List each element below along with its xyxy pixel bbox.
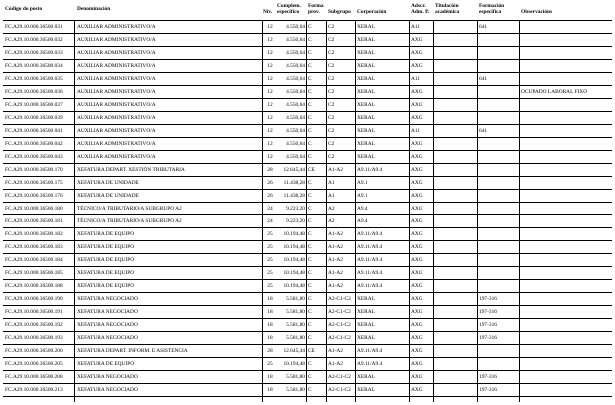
cell-niv: 28 <box>267 347 273 354</box>
cell-subgrupo: A1-A2 <box>328 257 343 264</box>
cell-complemento: 9.223,20 <box>286 218 305 225</box>
cell-denominacion: AUXILIAR ADMINISTRATIVO/A <box>77 37 156 44</box>
cell-corporacion: A9.1 <box>357 179 368 186</box>
cell-subgrupo: A2-C1-C2 <box>328 386 351 393</box>
cell-complemento: 4.550,64 <box>286 37 305 44</box>
cell-complemento: 5.581,80 <box>286 321 305 328</box>
cell-denominacion: AUXILIAR ADMINISTRATIVO/A <box>77 114 156 121</box>
cell-codigo: FC.A29.10.000.36500.183 <box>5 244 63 251</box>
cell-complemento: 4.550,64 <box>286 89 305 96</box>
cell-codigo: FC.A29.10.000.36500.034 <box>5 63 63 70</box>
cell-codigo: FC.A29.10.000.36500.175 <box>5 179 63 186</box>
table-row <box>0 293 615 306</box>
table-row <box>0 319 615 332</box>
cell-corporacion: XERAL <box>357 334 375 341</box>
cell-denominacion: AUXILIAR ADMINISTRATIVO/A <box>77 76 156 83</box>
header-adscr-1: Adscr. <box>411 3 426 9</box>
cell-niv: 12 <box>267 102 273 109</box>
cell-adscripcion: AXG <box>411 63 423 70</box>
cell-adscripcion: AXG <box>411 244 423 251</box>
cell-adscripcion: AXG <box>411 270 423 277</box>
cell-denominacion: XEFATURA DE EQUIPO <box>77 231 135 238</box>
cell-subgrupo: A2-C1-C2 <box>328 373 351 380</box>
table-row <box>0 137 615 150</box>
header-observacions: Observacións <box>521 9 553 15</box>
cell-forma: C <box>308 50 312 57</box>
cell-complemento: 12.645,44 <box>283 347 305 354</box>
cell-codigo: FC.A29.10.000.36500.043 <box>5 153 63 160</box>
table-row <box>0 357 615 370</box>
cell-forma: C <box>308 321 312 328</box>
cell-adscripcion: AXG <box>411 114 423 121</box>
cell-codigo: FC.A29.10.000.36500.036 <box>5 89 63 96</box>
cell-codigo: FC.A29.10.000.36500.191 <box>5 309 63 316</box>
cell-adscripcion: AXG <box>411 321 423 328</box>
cell-denominacion: XEFATURA DE EQUIPO <box>77 360 135 367</box>
cell-subgrupo: C2 <box>328 89 335 96</box>
cell-complemento: 4.550,64 <box>286 153 305 160</box>
cell-corporacion: A9.11/A9.4 <box>357 347 383 354</box>
cell-complemento: 4.550,64 <box>286 63 305 70</box>
cell-complemento: 5.581,80 <box>286 309 305 316</box>
cell-codigo: FC.A29.10.000.36500.185 <box>5 270 63 277</box>
cell-corporacion: A9.11/A9.4 <box>357 360 383 367</box>
cell-codigo: FC.A29.10.000.36500.205 <box>5 360 63 367</box>
cell-corporacion: A9.11/A9.4 <box>357 270 383 277</box>
cell-niv: 12 <box>267 24 273 31</box>
table-row <box>0 370 615 383</box>
column-divider <box>409 21 410 402</box>
cell-complemento: 4.550,64 <box>286 114 305 121</box>
cell-forma: C <box>308 257 312 264</box>
cell-subgrupo: A2-C1-C2 <box>328 334 351 341</box>
cell-complemento: 4.550,64 <box>286 24 305 31</box>
cell-niv: 25 <box>267 244 273 251</box>
cell-corporacion: XERAL <box>357 296 375 303</box>
cell-adscripcion: AXG <box>411 37 423 44</box>
cell-forma: CE <box>308 347 315 354</box>
cell-complemento: 4.550,64 <box>286 140 305 147</box>
cell-denominacion: XEFATURA NEGOCIADO <box>77 296 138 303</box>
header-subgrupo: Subgrupo <box>328 9 351 15</box>
cell-subgrupo: C2 <box>328 127 335 134</box>
header-forma-1: Forma <box>308 3 324 9</box>
cell-codigo: FC.A29.10.000.36500.031 <box>5 24 63 31</box>
cell-corporacion: XERAL <box>357 89 375 96</box>
header-formacion-1: Formación <box>479 3 505 9</box>
cell-corporacion: XERAL <box>357 140 375 147</box>
cell-niv: 12 <box>267 114 273 121</box>
cell-forma: C <box>308 153 312 160</box>
cell-formacion: 197-316 <box>479 373 497 380</box>
cell-adscripcion: AXG <box>411 373 423 380</box>
cell-complemento: 10.194,48 <box>283 270 305 277</box>
table-row <box>0 125 615 138</box>
cell-forma: C <box>308 231 312 238</box>
cell-denominacion: XEFATURA DE EQUIPO <box>77 270 135 277</box>
cell-complemento: 9.223,20 <box>286 205 305 212</box>
table-row <box>0 202 615 215</box>
cell-subgrupo: A1-A2 <box>328 270 343 277</box>
cell-denominacion: AUXILIAR ADMINISTRATIVO/A <box>77 50 156 57</box>
cell-codigo: FC.A29.10.000.36500.213 <box>5 386 63 393</box>
cell-forma: C <box>308 63 312 70</box>
cell-niv: 18 <box>267 321 273 328</box>
cell-codigo: FC.A29.10.000.36500.208 <box>5 373 63 380</box>
cell-forma: CE <box>308 166 315 173</box>
cell-subgrupo: C2 <box>328 153 335 160</box>
cell-adscripcion: AXG <box>411 89 423 96</box>
cell-complemento: 11.438,28 <box>283 192 305 199</box>
cell-subgrupo: C2 <box>328 102 335 109</box>
cell-forma: C <box>308 76 312 83</box>
cell-forma: C <box>308 192 312 199</box>
cell-forma: C <box>308 140 312 147</box>
cell-niv: 18 <box>267 334 273 341</box>
cell-subgrupo: A2 <box>328 218 335 225</box>
cell-adscripcion: AXG <box>411 140 423 147</box>
cell-formacion: 197-316 <box>479 334 497 341</box>
cell-complemento: 4.550,64 <box>286 102 305 109</box>
table-row <box>0 228 615 241</box>
cell-niv: 12 <box>267 50 273 57</box>
table-row <box>0 99 615 112</box>
cell-denominacion: AUXILIAR ADMINISTRATIVO/A <box>77 140 156 147</box>
cell-complemento: 5.581,80 <box>286 296 305 303</box>
cell-formacion: 197-316 <box>479 386 497 393</box>
cell-forma: C <box>308 283 312 290</box>
cell-subgrupo: C2 <box>328 63 335 70</box>
cell-codigo: FC.A29.10.000.36500.180 <box>5 205 63 212</box>
cell-subgrupo: A1-A2 <box>328 166 343 173</box>
cell-complemento: 10.194,48 <box>283 283 305 290</box>
cell-complemento: 5.581,80 <box>286 334 305 341</box>
cell-forma: C <box>308 114 312 121</box>
cell-corporacion: A9.1 <box>357 192 368 199</box>
cell-subgrupo: A2-C1-C2 <box>328 296 351 303</box>
cell-niv: 25 <box>267 360 273 367</box>
cell-niv: 12 <box>267 127 273 134</box>
cell-forma: C <box>308 360 312 367</box>
cell-forma: C <box>308 334 312 341</box>
cell-denominacion: XEFATURA DE UNIDADE <box>77 192 139 199</box>
cell-adscripcion: A11 <box>411 127 421 134</box>
cell-forma: C <box>308 218 312 225</box>
cell-denominacion: XEFATURA NEGOCIADO <box>77 309 138 316</box>
cell-complemento: 10.194,48 <box>283 257 305 264</box>
cell-subgrupo: C2 <box>328 140 335 147</box>
cell-subgrupo: A1-A2 <box>328 360 343 367</box>
cell-forma: C <box>308 179 312 186</box>
cell-codigo: FC.A29.10.000.36500.039 <box>5 114 63 121</box>
cell-niv: 12 <box>267 89 273 96</box>
column-divider <box>519 21 520 402</box>
cell-subgrupo: A2-C1-C2 <box>328 309 351 316</box>
column-divider <box>74 21 75 402</box>
cell-adscripcion: AXG <box>411 360 423 367</box>
header-adscr-2: Adm. P. <box>411 9 430 15</box>
cell-complemento: 12.645,44 <box>283 166 305 173</box>
cell-corporacion: XERAL <box>357 114 375 121</box>
cell-complemento: 4.550,64 <box>286 50 305 57</box>
cell-codigo: FC.A29.10.000.36500.184 <box>5 257 63 264</box>
table-row <box>0 344 615 357</box>
cell-formacion: 197-316 <box>479 309 497 316</box>
header-denominacion: Denominación <box>77 6 111 12</box>
column-divider <box>262 21 263 402</box>
cell-forma: C <box>308 309 312 316</box>
cell-subgrupo: C2 <box>328 114 335 121</box>
cell-codigo: FC.A29.10.000.36500.035 <box>5 76 63 83</box>
cell-subgrupo: A1 <box>328 192 335 199</box>
cell-codigo: FC.A29.10.000.36500.170 <box>5 166 63 173</box>
table-row <box>0 176 615 189</box>
cell-adscripcion: AXG <box>411 218 423 225</box>
cell-forma: C <box>308 386 312 393</box>
table-row <box>0 241 615 254</box>
cell-adscripcion: AXG <box>411 296 423 303</box>
cell-corporacion: XERAL <box>357 321 375 328</box>
cell-adscripcion: AXG <box>411 102 423 109</box>
cell-adscripcion: AXG <box>411 386 423 393</box>
cell-niv: 25 <box>267 231 273 238</box>
cell-codigo: FC.A29.10.000.36500.192 <box>5 321 63 328</box>
cell-denominacion: AUXILIAR ADMINISTRATIVO/A <box>77 89 156 96</box>
table-row <box>0 215 615 228</box>
table-row <box>0 267 615 280</box>
cell-forma: C <box>308 296 312 303</box>
cell-niv: 26 <box>267 179 273 186</box>
cell-adscripcion: AXG <box>411 347 423 354</box>
header-formacion-2: específica <box>479 9 502 15</box>
cell-complemento: 4.550,64 <box>286 76 305 83</box>
cell-subgrupo: A1-A2 <box>328 231 343 238</box>
header-titulacion-1: Titulación <box>435 3 459 9</box>
cell-corporacion: XERAL <box>357 373 375 380</box>
cell-niv: 25 <box>267 257 273 264</box>
cell-denominacion: TÉCNICO/A TRIBUTARIO/A SUBGRUPO A2 <box>77 218 182 225</box>
column-divider <box>326 21 327 402</box>
cell-niv: 24 <box>267 205 273 212</box>
cell-complemento: 10.194,48 <box>283 360 305 367</box>
column-divider <box>306 21 307 402</box>
cell-adscripcion: AXG <box>411 179 423 186</box>
cell-denominacion: XEFATURA NEGOCIADO <box>77 334 138 341</box>
table-row <box>0 47 615 60</box>
cell-corporacion: XERAL <box>357 386 375 393</box>
cell-codigo: FC.A29.10.000.36500.032 <box>5 37 63 44</box>
cell-corporacion: A9.11/A9.4 <box>357 244 383 251</box>
cell-adscripcion: AXG <box>411 309 423 316</box>
cell-corporacion: A9.4 <box>357 218 368 225</box>
table-row <box>0 163 615 176</box>
cell-codigo: FC.A29.10.000.36500.033 <box>5 50 63 57</box>
table-row <box>0 150 615 163</box>
header-codigo: Código do posto <box>5 6 43 12</box>
column-divider <box>433 21 434 402</box>
cell-subgrupo: C2 <box>328 76 335 83</box>
cell-corporacion: XERAL <box>357 102 375 109</box>
cell-subgrupo: C2 <box>328 24 335 31</box>
cell-niv: 12 <box>267 37 273 44</box>
cell-formacion: 197-316 <box>479 321 497 328</box>
cell-niv: 18 <box>267 373 273 380</box>
cell-codigo: FC.A29.10.000.36500.041 <box>5 127 63 134</box>
cell-denominacion: XEFATURA NEGOCIADO <box>77 373 138 380</box>
cell-corporacion: XERAL <box>357 37 375 44</box>
cell-subgrupo: A2 <box>328 205 335 212</box>
table-row <box>0 189 615 202</box>
table-row <box>0 112 615 125</box>
table-row <box>0 34 615 47</box>
cell-formacion: 641 <box>479 24 488 31</box>
header-complem-2: específico <box>277 9 300 15</box>
cell-denominacion: AUXILIAR ADMINISTRATIVO/A <box>77 63 156 70</box>
cell-forma: C <box>308 270 312 277</box>
cell-denominacion: AUXILIAR ADMINISTRATIVO/A <box>77 102 156 109</box>
table-row <box>0 73 615 86</box>
cell-codigo: FC.A29.10.000.36500.190 <box>5 296 63 303</box>
cell-denominacion: XEFATURA DE UNIDADE <box>77 179 139 186</box>
cell-niv: 28 <box>267 166 273 173</box>
cell-corporacion: XERAL <box>357 50 375 57</box>
cell-niv: 24 <box>267 218 273 225</box>
cell-subgrupo: A1-A2 <box>328 244 343 251</box>
table-body <box>0 21 615 396</box>
cell-codigo: FC.A29.10.000.36500.037 <box>5 102 63 109</box>
cell-niv: 12 <box>267 63 273 70</box>
table-row <box>0 306 615 319</box>
table-row <box>0 254 615 267</box>
cell-niv: 12 <box>267 76 273 83</box>
header-niv: Niv. <box>263 9 273 15</box>
header-forma-2: prov. <box>308 9 320 15</box>
cell-adscripcion: A11 <box>411 76 421 83</box>
cell-niv: 12 <box>267 153 273 160</box>
cell-codigo: FC.A29.10.000.36500.182 <box>5 231 63 238</box>
cell-subgrupo: A1 <box>328 179 335 186</box>
cell-forma: C <box>308 373 312 380</box>
cell-complemento: 5.581,80 <box>286 386 305 393</box>
table-row <box>0 332 615 345</box>
table-row <box>0 280 615 293</box>
cell-corporacion: XERAL <box>357 63 375 70</box>
cell-subgrupo: A1-A2 <box>328 347 343 354</box>
cell-complemento: 10.194,48 <box>283 244 305 251</box>
cell-corporacion: XERAL <box>357 153 375 160</box>
cell-complemento: 4.550,64 <box>286 127 305 134</box>
cell-subgrupo: C2 <box>328 50 335 57</box>
table-row <box>0 86 615 99</box>
cell-denominacion: XEFATURA DE EQUIPO <box>77 283 135 290</box>
cell-denominacion: XEFATURA DEPART. XESTIÓN TRIBUTARIA <box>77 166 185 173</box>
column-divider <box>355 21 356 402</box>
cell-codigo: FC.A29.10.000.36500.176 <box>5 192 63 199</box>
cell-observacions: OCUPADO LABORAL FIXO <box>521 89 588 96</box>
cell-complemento: 5.581,80 <box>286 373 305 380</box>
cell-forma: C <box>308 24 312 31</box>
cell-formacion: 641 <box>479 76 488 83</box>
cell-forma: C <box>308 205 312 212</box>
table-row <box>0 383 615 396</box>
cell-niv: 25 <box>267 270 273 277</box>
cell-adscripcion: AXG <box>411 231 423 238</box>
cell-denominacion: XEFATURA DE EQUIPO <box>77 257 135 264</box>
cell-denominacion: XEFATURA NEGOCIADO <box>77 386 138 393</box>
cell-corporacion: XERAL <box>357 24 375 31</box>
cell-denominacion: XEFATURA NEGOCIADO <box>77 321 138 328</box>
cell-niv: 26 <box>267 192 273 199</box>
cell-codigo: FC.A29.10.000.36500.042 <box>5 140 63 147</box>
cell-corporacion: XERAL <box>357 309 375 316</box>
cell-corporacion: A9.11/A9.4 <box>357 283 383 290</box>
cell-codigo: FC.A29.10.000.36500.188 <box>5 283 63 290</box>
cell-denominacion: AUXILIAR ADMINISTRATIVO/A <box>77 24 156 31</box>
header-complem-1: Complem. <box>277 3 301 9</box>
cell-adscripcion: A11 <box>411 24 421 31</box>
cell-adscripcion: AXG <box>411 205 423 212</box>
cell-adscripcion: AXG <box>411 283 423 290</box>
header-corporacion: Corporación <box>357 9 387 15</box>
cell-forma: C <box>308 89 312 96</box>
table-header <box>0 0 615 21</box>
cell-forma: C <box>308 102 312 109</box>
cell-denominacion: AUXILIAR ADMINISTRATIVO/A <box>77 127 156 134</box>
cell-adscripcion: AXG <box>411 192 423 199</box>
cell-corporacion: XERAL <box>357 127 375 134</box>
cell-codigo: FC.A29.10.000.36500.200 <box>5 347 63 354</box>
table-row <box>0 21 615 34</box>
cell-denominacion: XEFATURA DE EQUIPO <box>77 244 135 251</box>
cell-forma: C <box>308 37 312 44</box>
cell-denominacion: XEFATURA DEPART. INFORM. E ASISTENCIA <box>77 347 188 354</box>
cell-forma: C <box>308 244 312 251</box>
cell-denominacion: TÉCNICO/A TRIBUTARIO/A SUBGRUPO A2 <box>77 205 182 212</box>
cell-niv: 18 <box>267 296 273 303</box>
cell-niv: 12 <box>267 140 273 147</box>
cell-subgrupo: A1-A2 <box>328 283 343 290</box>
header-titulacion-2: académica <box>435 9 460 15</box>
cell-adscripcion: AXG <box>411 166 423 173</box>
cell-corporacion: A9.11/A9.4 <box>357 166 383 173</box>
cell-adscripcion: AXG <box>411 50 423 57</box>
cell-adscripcion: AXG <box>411 153 423 160</box>
cell-corporacion: A9.11/A9.4 <box>357 257 383 264</box>
cell-adscripcion: AXG <box>411 257 423 264</box>
cell-formacion: 641 <box>479 127 488 134</box>
cell-corporacion: A9.4 <box>357 205 368 212</box>
table-row <box>0 60 615 73</box>
cell-adscripcion: AXG <box>411 334 423 341</box>
cell-niv: 18 <box>267 309 273 316</box>
cell-forma: C <box>308 127 312 134</box>
cell-formacion: 197-316 <box>479 296 497 303</box>
cell-niv: 25 <box>267 283 273 290</box>
cell-subgrupo: C2 <box>328 37 335 44</box>
cell-subgrupo: A2-C1-C2 <box>328 321 351 328</box>
cell-corporacion: XERAL <box>357 76 375 83</box>
cell-complemento: 10.194,48 <box>283 231 305 238</box>
cell-denominacion: AUXILIAR ADMINISTRATIVO/A <box>77 153 156 160</box>
cell-codigo: FC.A29.10.000.36500.181 <box>5 218 63 225</box>
column-divider <box>477 21 478 402</box>
cell-niv: 18 <box>267 386 273 393</box>
cell-complemento: 11.438,28 <box>283 179 305 186</box>
cell-corporacion: A9.11/A9.4 <box>357 231 383 238</box>
cell-codigo: FC.A29.10.000.36500.193 <box>5 334 63 341</box>
